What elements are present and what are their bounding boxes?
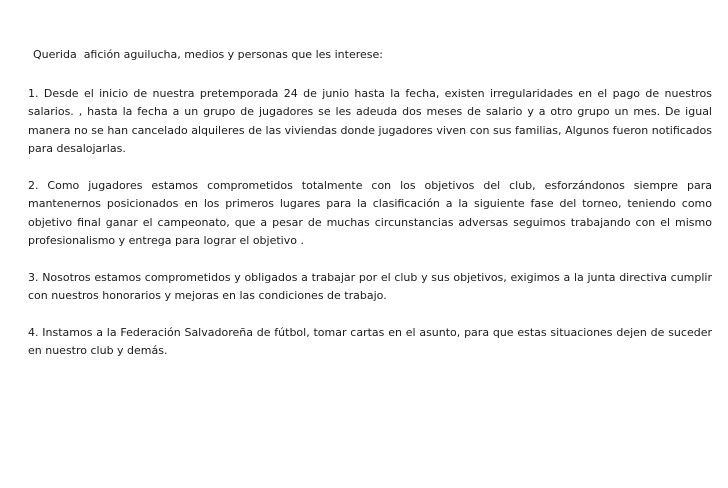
letter-greeting: Querida afición aguilucha, medios y personas que les interese: (33, 48, 383, 61)
paragraph-3: 3. Nosotros estamos comprometidos y obligados a trabajar por el club y sus objetivos, exigimos a la junta directiva cumplir con nuestros honorarios y mejoras en las condiciones de trabajo. (28, 270, 712, 302)
paragraph-1: 1. Desde el inicio de nuestra pretemporada 24 de junio hasta la fecha, existen irregularidades en el pago de nuestros salarios. , hasta la fecha a un grupo de jugadores se les adeuda dos meses de salario y a otro grupo un mes. De igual manera no se han cancelado alquileres de las viviendas donde jugadores viven con sus familias, Algunos fueron notificados para desalojarlas. (28, 86, 712, 155)
paragraph-2: 2. Como jugadores estamos comprometidos totalmente con los objetivos del club, esforzándonos siempre para mantenernos posicionados en los primeros lugares para la clasificación a la siguiente fase del torneo, teniendo como objetivo final ganar el campeonato, que a pesar de muchas circunstancias adversas seguimos trabajando con el mismo profesionalismo y entrega para lograr el objetivo . (28, 178, 712, 247)
paragraph-4: 4. Instamos a la Federación Salvadoreña de fútbol, tomar cartas en el asunto, para que estas situaciones dejen de suceder en nuestro club y demás. (28, 325, 712, 357)
